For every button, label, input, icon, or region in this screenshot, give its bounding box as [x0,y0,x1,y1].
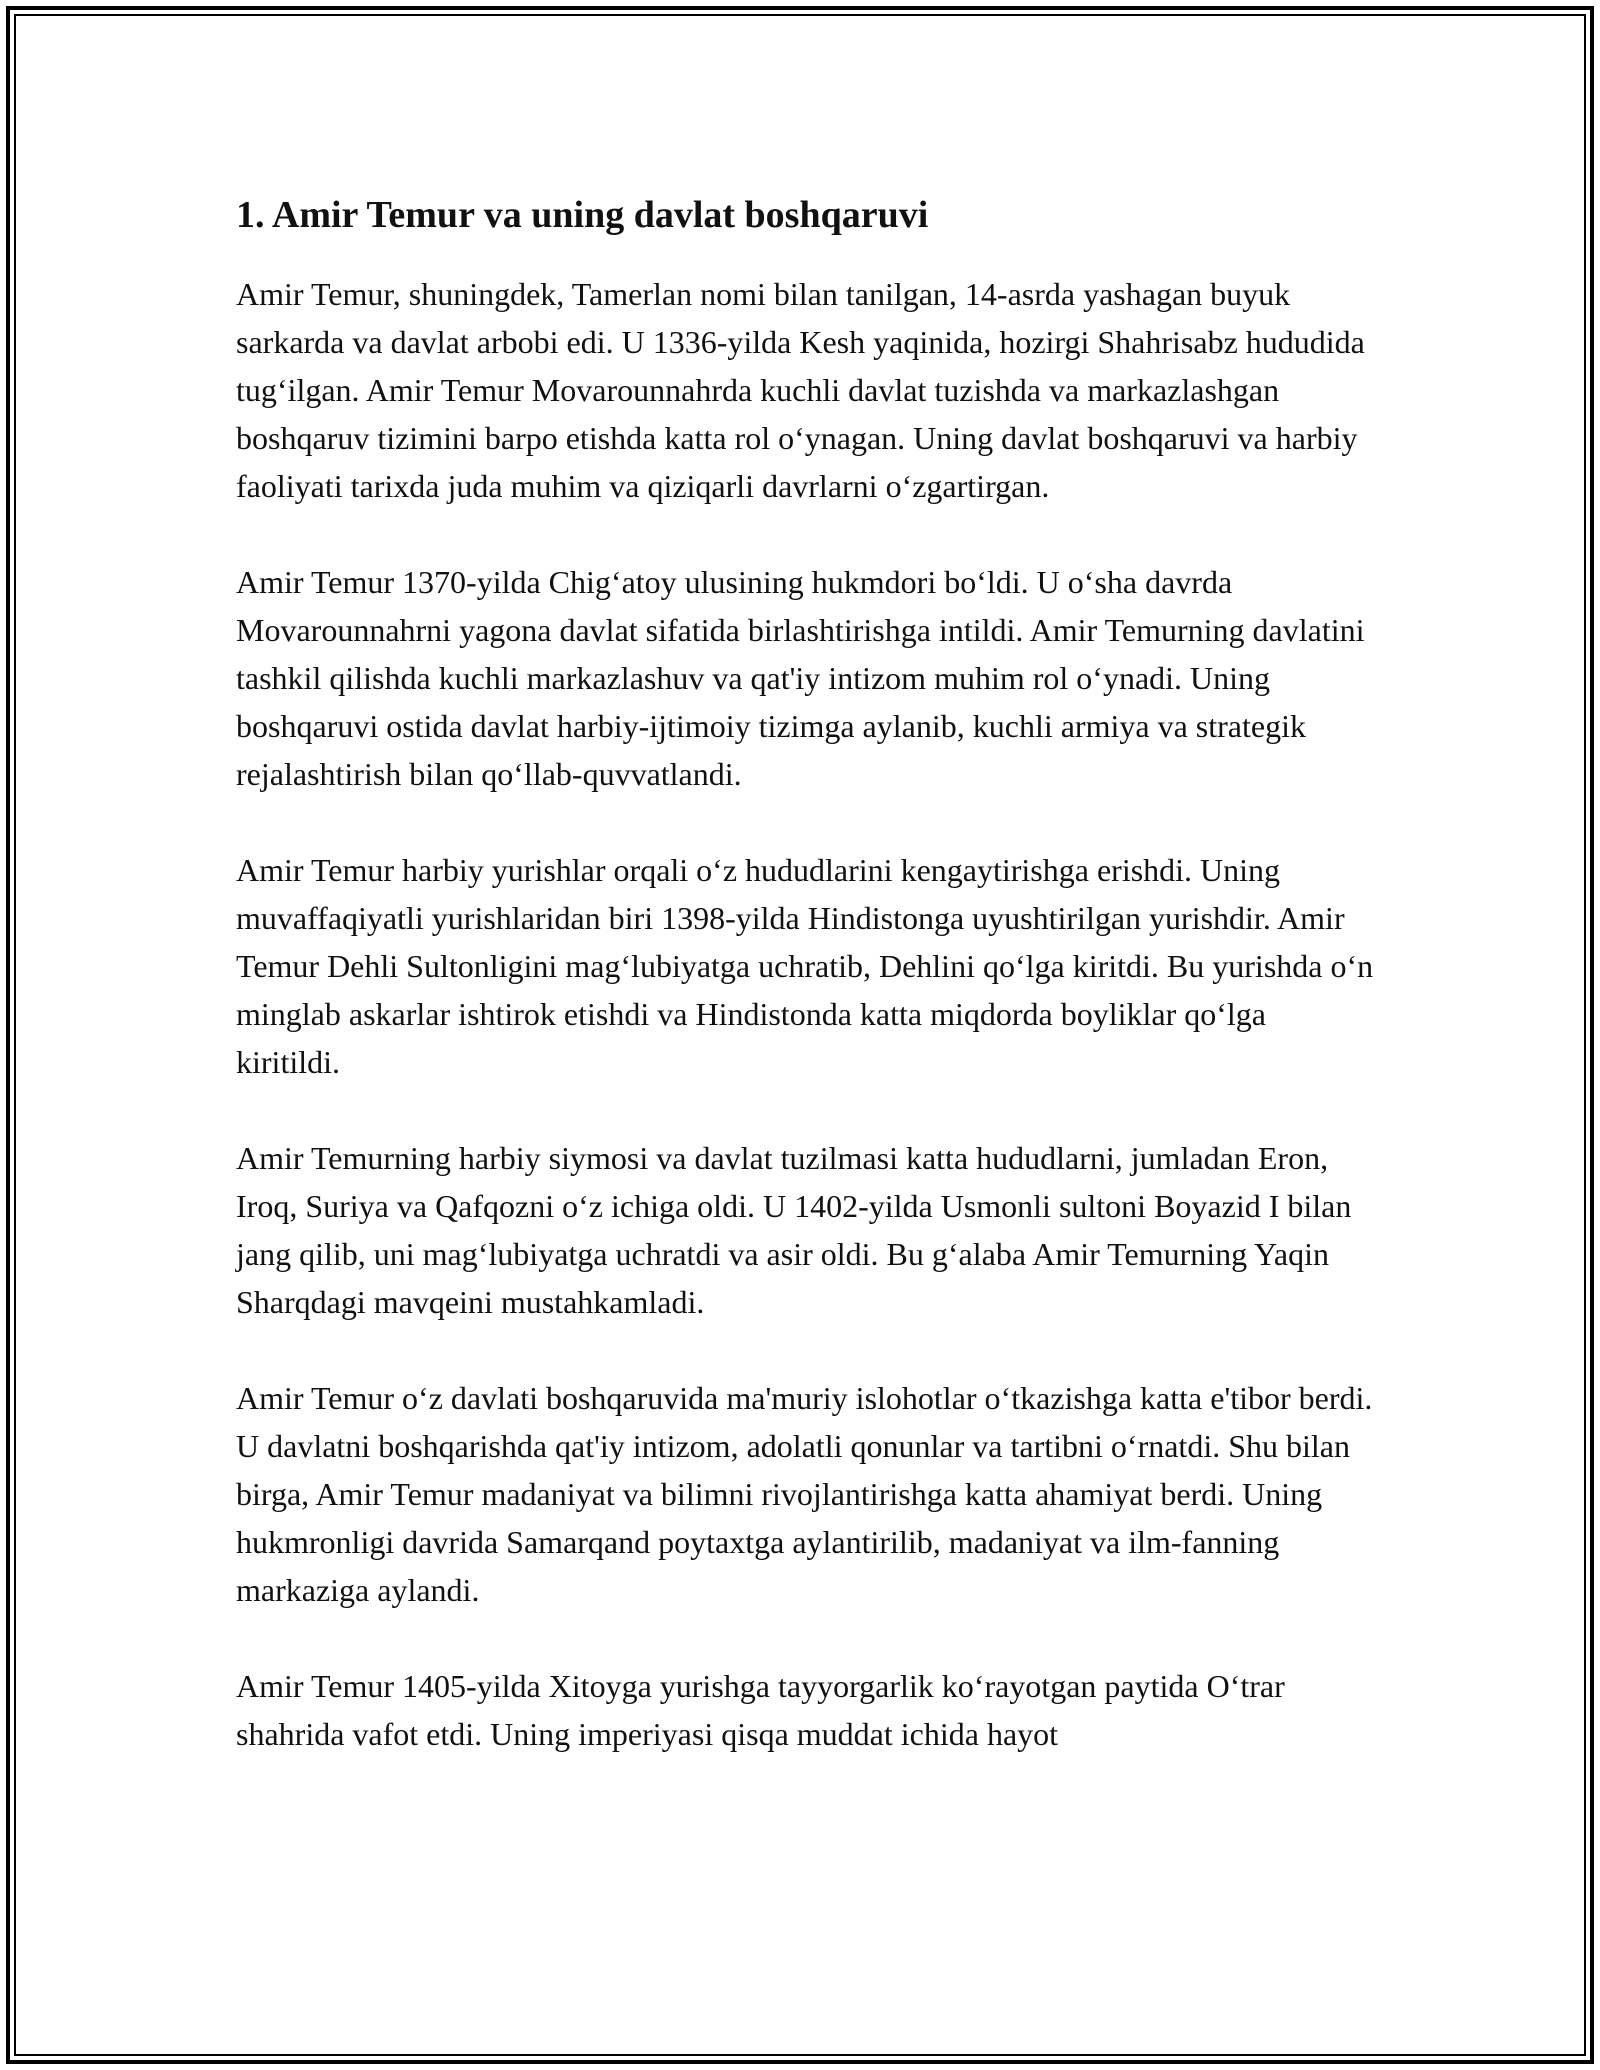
paragraph-4: Amir Temurning harbiy siymosi va davlat tuzilmasi katta hududlarni, jumladan Eron, Iroq, Suriya va Qafqozni o‘z ichiga oldi. U 1402-yilda Usmonli sultoni Boyazid I bilan jang qilib, uni mag‘lubiyatga uchratdi va asir oldi. Bu g‘alaba Amir Temurning Yaqin Sharqdagi mavqeini mustahkamladi. [236,1140,1352,1320]
section-heading: 1. Amir Temur va uning davlat boshqaruvi [236,194,929,236]
paragraph-2: Amir Temur 1370-yilda Chig‘atoy ulusining hukmdori bo‘ldi. U o‘sha davrda Movarounnahrni yagona davlat sifatida birlashtirishga intildi. Amir Temurning davlatini tashkil qilishda kuchli markazlashuv va qat'iy intizom muhim rol o‘ynadi. Uning boshqaruvi ostida davlat harbiy-ijtimoiy tizimga aylanib, kuchli armiya va strategik rejalashtirish bilan qo‘llab-quvvatlandi. [236,564,1365,792]
paragraph-5: Amir Temur o‘z davlati boshqaruvida ma'muriy islohotlar o‘tkazishga katta e'tibor berdi. U davlatni boshqarishda qat'iy intizom, adolatli qonunlar va tartibni o‘rnatdi. Shu bilan birga, Amir Temur madaniyat va bilimni rivojlantirishga katta ahamiyat berdi. Uning hukmronligi davrida Samarqand poytaxtga aylantirilib, madaniyat va ilm-fanning markaziga aylandi. [236,1380,1373,1608]
document-body [236,184,1376,1806]
paragraph-1: Amir Temur, shuningdek, Tamerlan nomi bilan tanilgan, 14-asrda yashagan buyuk sarkarda va davlat arbobi edi. U 1336-yilda Kesh yaqinida, hozirgi Shahrisabz hududida tug‘ilgan. Amir Temur Movarounnahrda kuchli davlat tuzishda va markazlashgan boshqaruv tizimini barpo etishda katta rol o‘ynagan. Uning davlat boshqaruvi va harbiy faoliyati tarixda juda muhim va qiziqarli davrlarni o‘zgartirgan. [236,276,1365,504]
paragraph-3: Amir Temur harbiy yurishlar orqali o‘z hududlarini kengaytirishga erishdi. Uning muvaffaqiyatli yurishlaridan biri 1398-yilda Hindistonga uyushtirilgan yurishdir. Amir Temur Dehli Sultonligini mag‘lubiyatga uchratib, Dehlini qo‘lga kiritdi. Bu yurishda o‘n minglab askarlar ishtirok etishdi va Hindistonda katta miqdorda boyliklar qo‘lga kiritildi. [236,852,1374,1080]
paragraph-6: Amir Temur 1405-yilda Xitoyga yurishga tayyorgarlik ko‘rayotgan paytida O‘trar shahrida vafot etdi. Uning imperiyasi qisqa muddat ichida hayot [236,1668,1285,1752]
